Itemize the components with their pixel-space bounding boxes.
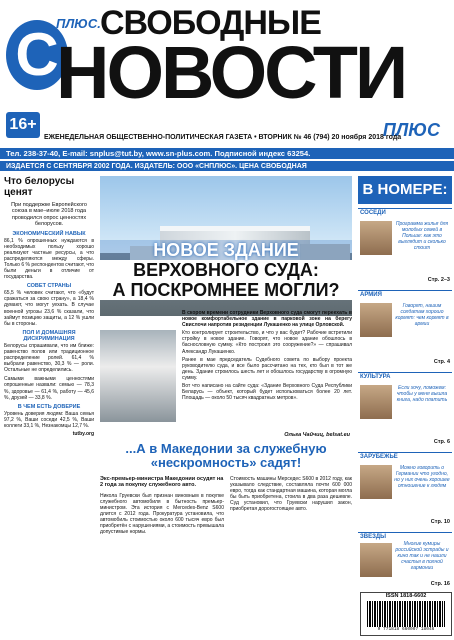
- sidebar-section-name: КУЛЬТУРА: [360, 374, 391, 380]
- second-article-paragraph: Никола Груевски был признан виновным в покупке служебного автомобиля в бытность премьер-министром. Эта история с Mercedes-Benz S600 длится с 2012 года. Прокуратура установила, что автомобиль стоимостью около 600 тысяч евро был приобретён с нарушениями, а стоимость превышала допустимые нормы.: [100, 492, 224, 536]
- sidebar-section-text: Программа жилья для молодых семей в Польше: как это выглядит и сколько стоит: [395, 221, 449, 251]
- sidebar-section-page: Стр. 4: [433, 359, 450, 365]
- logo-plus-word: ПЛЮС.: [56, 16, 101, 31]
- plus-tag: ПЛЮС: [382, 120, 440, 140]
- in-this-issue-sidebar: [358, 176, 454, 638]
- issn-label: ISSN 1818-6602: [385, 593, 427, 599]
- main-headline-line1: НОВОЕ ЗДАНИЕ: [100, 240, 352, 260]
- left-paragraph: Самыми важными ценностями опрошенные назвали: семью — 78,3 %, здоровье — 61,4 %, работу — 45,6 %, друзей — 33,8 %.: [4, 376, 94, 401]
- main-body-paragraph: Кто контролирует строительство, и что у вас будет? Рабочие встретили стройку в новое здание. Говорят, что новое здание обошлось в баснословную сумму. «Кто построил это сооружение?» — спрашивал Александр Лукашенко.: [182, 330, 352, 355]
- publisher-bar: ИЗДАЕТСЯ С СЕНТЯБРЯ 2002 ГОДА. ИЗДАТЕЛЬ: ООО «СНПЛЮС». ЦЕНА СВОБОДНАЯ: [0, 160, 454, 171]
- main-headline-line3: А ПОСКРОМНЕЕ МОГЛИ?: [100, 280, 352, 300]
- sidebar-section-name: ЗАРУБЕЖЬЕ: [360, 454, 398, 460]
- sidebar-section-photo: [360, 303, 392, 337]
- title-top: СВОБОДНЫЕ: [100, 4, 321, 42]
- sidebar-section-name: АРМИЯ: [360, 292, 382, 298]
- sidebar-section-page: Стр. 2–3: [427, 277, 450, 283]
- main-byline: Ольга Чайчиц, belsat.eu: [284, 432, 350, 438]
- sidebar-section-text: Если хочу, поможем: чтобы у меня вышла книга, надо платить: [396, 385, 448, 403]
- sidebar-section-photo: [360, 385, 392, 419]
- sidebar-section-text: Говорят, нашим солдатам хорошо кормят: чем кормят в армии: [395, 303, 449, 327]
- second-article-col-a: [100, 476, 224, 636]
- second-article-col-b: [230, 476, 352, 636]
- second-article-lead: Экс-премьер-министра Македонии осудят на 2 года за покупку служебного авто.: [100, 476, 224, 489]
- sidebar-section: [358, 372, 452, 451]
- sidebar-section-photo: [360, 221, 392, 255]
- left-headline: Что белорусы ценят: [4, 176, 75, 198]
- main-body-lead: В скором времени сотрудники Верховного суда смогут переехать в новое комфортабельное здание в парковой зоне на берегу Свислочи напротив резиденции Лукашенко на улице Орловской.: [182, 310, 352, 329]
- sidebar-section-photo: [360, 465, 392, 499]
- left-subhead: ЭКОНОМИЧЕСКИЙ НАВЫК: [12, 230, 86, 237]
- interior-photo: [100, 330, 176, 422]
- left-paragraph: Белорусы спрашивали, что им ближе: равенство полов или традиционное распределение ролей. 61,4 % выбрали равенство, 30,3 % — роли. Остальные не определились.: [4, 342, 94, 374]
- second-article-paragraph: Стоимость машины Мерседес S600 в 2012 году, как указывало следствие, составляла почти 600 000 евро, тогда как стандартная машина, которая могла бы быть приобретена, стоила в два раза дешевле. Суд установил, что Груевски нарушил закон, приобретая дорогостоящее авто.: [230, 476, 352, 513]
- sidebar-section-text: Можно говорить о Германии что угодно, но у них очень хорошее отношение к людям: [394, 465, 450, 489]
- sidebar-section-name: ЗВЕЗДЫ: [360, 534, 387, 540]
- sidebar-section-photo: [360, 543, 392, 577]
- main-article-body: [182, 310, 352, 430]
- main-headline-line2: ВЕРХОВНОГО СУДА:: [100, 260, 352, 280]
- sidebar-section: [358, 208, 452, 289]
- barcode-block: [360, 592, 452, 636]
- left-subhead: СОВЕТ СТРАНЫ: [26, 283, 72, 290]
- tagline: ЕЖЕНЕДЕЛЬНАЯ ОБЩЕСТВЕННО-ПОЛИТИЧЕСКАЯ ГАЗЕТА • ВТОРНИК № 46 (794) 20 ноября 2018 года: [44, 134, 402, 141]
- left-paragraph: 65,5 % человек считают, что «будут сражаться за свою страну», а 18,4 % думают, что могут уехать. В случае военной угрозы 23,6 % сказали, что займут позицию защиты, а 12 % ушли бы в стороны.: [4, 290, 94, 327]
- sidebar-section: [358, 452, 452, 531]
- masthead: [0, 0, 454, 170]
- sidebar-section-page: Стр. 10: [430, 519, 450, 525]
- left-credit: tutby.org: [72, 430, 94, 437]
- sidebar-section: [358, 532, 452, 591]
- left-subhead: ПОЛ И ДОМАШНЯЯ ДИСКРИМИНАЦИЯ: [22, 329, 76, 342]
- left-subhead: В ЧЕМ ЕСТЬ ДОВЕРИЕ: [17, 403, 81, 410]
- age-badge: 16+: [6, 112, 40, 138]
- main-body-paragraph: Ранее в мае председатель Судебного совета по выбору проекта руководителю суда, и все было рассчитано на тех, кто был в тот же день. Здание строилось шесть лет и обошлось государству в огромную сумму.: [182, 356, 352, 381]
- barcode-number: 9 771818 660007 18046: [377, 627, 435, 632]
- logo-mark: С: [6, 20, 68, 90]
- in-this-issue-title: В НОМЕРЕ:: [358, 176, 452, 204]
- main-headline: [100, 240, 352, 300]
- sidebar-section-name: СОСЕДИ: [360, 210, 386, 216]
- left-lead: При поддержке Европейского союза в мае–июле 2018 года проводился опрос ценностях белорусов.: [11, 202, 87, 228]
- sidebar-section-page: Стр. 6: [433, 439, 450, 445]
- sidebar-section-page: Стр. 16: [430, 581, 450, 587]
- sidebar-section: [358, 290, 452, 371]
- barcode-icon: [367, 601, 445, 627]
- sidebar-section-text: Многие кумиры российской эстрады и кино так и не нашли счастья в полной гармонии: [395, 541, 449, 571]
- left-article: [4, 176, 94, 636]
- second-headline: ...А в Македонии за служебную «нескромность» садят!: [125, 441, 327, 470]
- left-paragraph: Уровень доверия людям: Ваша семья 97,2 %, Ваши соседи 42,5 %, Ваши коллеги 33,1 %, Незнакомцы 12,7 %.: [4, 410, 94, 429]
- contacts-bar: Тел. 238-37-40, E-mail: snplus@tut.by, www.sn-plus.com. Подписной индекс 63254.: [0, 148, 454, 159]
- main-body-paragraph: Вот что написано на сайте суда: «Здание Верховного Суда Республики Беларусь — объект, который будет использоваться более 20 лет. Площадь — около 50 тысяч квадратных метров».: [182, 383, 352, 402]
- left-paragraph: 86,1 % опрошенных нуждаются в необходимых пользу хорошо реализуют частные ресурсы, а что распределяются между сферы. Только 6 % респондентов считают, что были деньги в отличие от государства.: [4, 237, 94, 281]
- title-main: НОВОСТИ: [56, 31, 406, 114]
